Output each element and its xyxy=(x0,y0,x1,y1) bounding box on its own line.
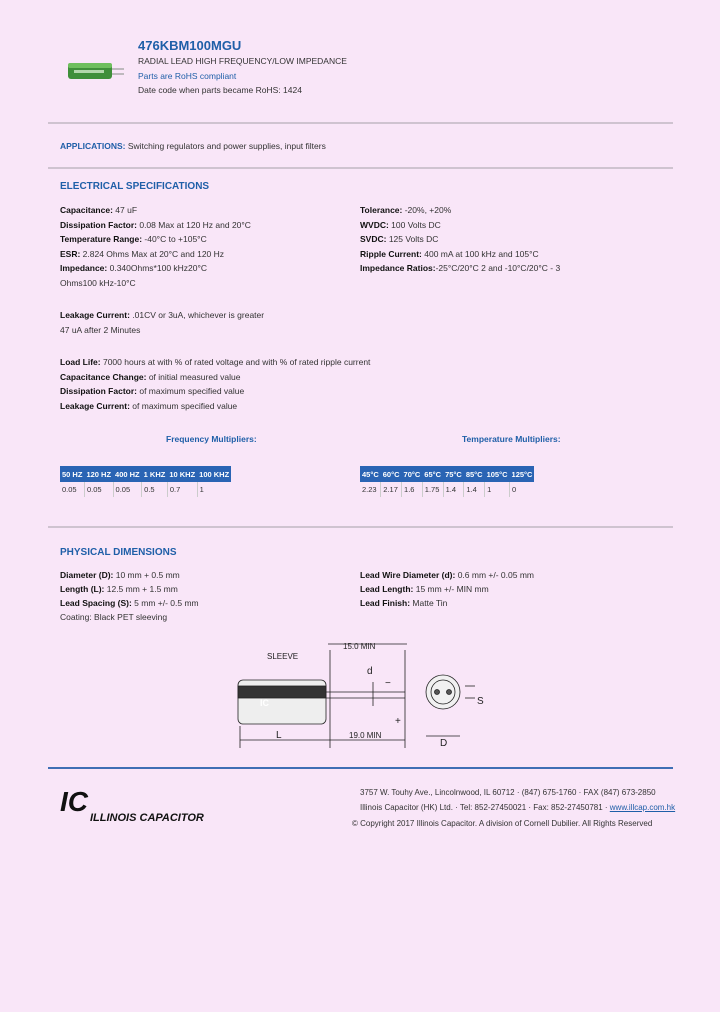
spec-label: Temperature Range: xyxy=(60,234,143,244)
spec-value: 2.824 Ohms Max at 20°C and 120 Hz xyxy=(80,248,225,259)
footer-hk-line xyxy=(360,803,675,812)
spec-value: of maximum specified value xyxy=(129,400,238,411)
table-cell: 0.7 xyxy=(167,482,197,497)
spec-label: Lead Finish: xyxy=(360,598,411,608)
spec-value: Coating: Black PET sleeving xyxy=(60,612,168,622)
diameter-label: D xyxy=(440,738,448,749)
table-cell: 1 xyxy=(197,482,231,497)
table-cell: 0.05 xyxy=(113,482,142,497)
table-header-cell: 100 KHZ xyxy=(197,466,231,482)
spec-line xyxy=(360,234,560,249)
lead-diameter-label: d xyxy=(367,666,373,677)
footer-address: 3757 W. Touhy Ave., Lincolnwood, IL 60712 · (847) 675-1760 · FAX (847) 673-2850 xyxy=(360,788,656,797)
logo-name: ILLINOIS CAPACITOR xyxy=(90,812,204,824)
spec-label: Load Life: xyxy=(60,357,101,367)
spec-line xyxy=(60,278,251,293)
temperature-multipliers-table xyxy=(360,466,534,497)
spec-value: 47 uF xyxy=(112,205,138,215)
physical-left-list xyxy=(60,570,199,626)
frequency-multipliers-table xyxy=(60,466,231,497)
spec-value: 125 Volts DC xyxy=(386,234,439,244)
spec-label: Leakage Current: xyxy=(60,400,130,411)
temperature-multipliers-title: Temperature Multipliers: xyxy=(462,434,561,444)
body-logo-marking: IC xyxy=(260,698,269,708)
spec-value: 10 mm + 0.5 mm xyxy=(113,570,180,580)
table-header-cell: 105°C xyxy=(485,466,510,482)
electrical-right-list xyxy=(360,205,560,278)
plus-marking: + xyxy=(395,716,401,727)
spec-label: ESR: xyxy=(60,248,81,259)
table-cell: 2.23 xyxy=(362,485,377,494)
rohs-status: Parts are RoHS compliant xyxy=(138,71,237,81)
part-number: 476KBM100MGU xyxy=(138,38,242,53)
spec-line xyxy=(60,325,264,340)
table-cell: 1.4 xyxy=(464,482,485,497)
spec-label: Lead Wire Diameter (d): xyxy=(360,570,456,580)
table-header-cell: 50 HZ xyxy=(60,466,84,482)
spec-value: 47 uA after 2 Minutes xyxy=(60,324,141,335)
divider xyxy=(48,122,673,124)
spec-label: Diameter (D): xyxy=(60,570,114,580)
spec-label: Impedance Ratios: xyxy=(360,263,436,273)
lead-min-top-label: 15.0 MIN xyxy=(343,642,376,651)
spec-value: 0.6 mm +/- 0.05 mm xyxy=(455,570,534,580)
spec-line xyxy=(60,401,370,416)
spec-value: .01CV or 3uA, whichever is greater xyxy=(129,310,265,320)
table-header-row xyxy=(60,466,231,482)
spec-value: -40°C to +105°C xyxy=(142,234,207,244)
spec-line xyxy=(60,220,251,235)
table-header-cell: 75°C xyxy=(443,466,464,482)
spec-value: Ohms100 kHz-10°C xyxy=(60,277,136,288)
spec-label: Capacitance: xyxy=(60,205,113,215)
frequency-multipliers-title: Frequency Multipliers: xyxy=(166,434,257,444)
spec-value: 7000 hours at with % of rated voltage and with % of rated ripple current xyxy=(100,357,371,367)
spec-line xyxy=(360,570,534,584)
spec-label: Ripple Current: xyxy=(360,248,422,259)
table-cell: 1 xyxy=(485,482,510,497)
table-cell: 0 xyxy=(510,482,535,497)
footer-copyright: © Copyright 2017 Illinois Capacitor. A division of Cornell Dubilier. All Rights Reserved xyxy=(352,819,653,828)
table-header-cell: 120 HZ xyxy=(84,466,113,482)
spec-line xyxy=(60,372,370,387)
physical-title: PHYSICAL DIMENSIONS xyxy=(60,547,177,558)
table-header-cell: 45°C xyxy=(360,466,381,482)
electrical-title: ELECTRICAL SPECIFICATIONS xyxy=(60,181,210,192)
physical-right-list xyxy=(360,570,534,612)
spec-line xyxy=(60,249,251,264)
table-header-cell: 70°C xyxy=(402,466,423,482)
applications-label: APPLICATIONS: xyxy=(60,141,126,151)
divider xyxy=(48,526,673,528)
spec-label: Lead Length: xyxy=(360,584,414,594)
spec-label: Lead Spacing (S): xyxy=(60,598,132,608)
spec-line xyxy=(360,584,534,598)
spec-value: of initial measured value xyxy=(146,371,241,382)
footer-divider xyxy=(48,767,673,769)
sleeve-label: SLEEVE xyxy=(267,652,299,661)
spec-label: Tolerance: xyxy=(360,205,403,215)
footer-hk-text: Illinois Capacitor (HK) Ltd. · Tel: 852-27450021 · Fax: 852-27450781 · xyxy=(360,803,610,812)
footer-hk-link[interactable]: www.illcap.com.hk xyxy=(609,803,676,812)
table-cell: 0.5 xyxy=(142,482,168,497)
spec-label: SVDC: xyxy=(360,234,387,244)
table-header-row xyxy=(360,466,534,482)
spec-label: Impedance: xyxy=(60,263,108,273)
spec-line xyxy=(60,234,251,249)
illinois-capacitor-logo xyxy=(60,786,204,830)
spec-line xyxy=(60,386,370,401)
capacitor-image xyxy=(66,60,126,82)
table-row xyxy=(360,482,534,497)
spec-value: of maximum specified value xyxy=(136,386,245,396)
lead-min-bottom-label: 19.0 MIN xyxy=(349,731,382,740)
spec-line xyxy=(360,220,560,235)
spec-value: 15 mm +/- MIN mm xyxy=(413,584,489,594)
spec-line xyxy=(60,357,370,372)
spec-line xyxy=(360,263,560,278)
electrical-left-list xyxy=(60,205,251,292)
spec-value: 5 mm +/- 0.5 mm xyxy=(131,598,199,608)
table-header-cell: 65°C xyxy=(422,466,443,482)
leakage-list xyxy=(60,310,264,339)
spec-value: 100 Volts DC xyxy=(388,219,441,230)
table-header-cell: 1 KHZ xyxy=(142,466,168,482)
spec-line xyxy=(60,612,199,626)
applications-text: Switching regulators and power supplies, input filters xyxy=(127,141,326,151)
spec-line xyxy=(60,205,251,220)
spec-label: Dissipation Factor: xyxy=(60,386,137,396)
spec-label: Capacitance Change: xyxy=(60,371,147,382)
spec-line xyxy=(60,570,199,584)
table-cell: 0.05 xyxy=(62,485,77,494)
spec-label: Dissipation Factor: xyxy=(60,219,137,230)
dimension-diagram xyxy=(230,636,490,756)
spec-value: 400 mA at 100 kHz and 105°C xyxy=(421,248,539,259)
spec-value: Matte Tin xyxy=(410,598,448,608)
rohs-datecode: Date code when parts became RoHS: 1424 xyxy=(138,85,302,95)
length-label: L xyxy=(276,730,282,741)
spec-label: Length (L): xyxy=(60,584,105,594)
spec-line xyxy=(360,598,534,612)
spec-line xyxy=(360,249,560,264)
spec-value: -25°C/20°C 2 and -10°C/20°C - 3 xyxy=(435,263,561,273)
spec-value: 0.08 Max at 120 Hz and 20°C xyxy=(136,219,251,230)
spec-line xyxy=(360,205,560,220)
table-cell: 1.6 xyxy=(402,482,423,497)
table-cell: 0.05 xyxy=(84,482,113,497)
table-header-cell: 85°C xyxy=(464,466,485,482)
table-cell: 2.17 xyxy=(381,482,402,497)
lead-spacing-label: S xyxy=(477,696,484,707)
table-header-cell: 10 KHZ xyxy=(167,466,197,482)
table-row xyxy=(60,482,231,497)
table-header-cell: 60°C xyxy=(381,466,402,482)
spec-line xyxy=(60,310,264,325)
applications-row xyxy=(60,141,326,151)
divider xyxy=(48,167,673,169)
table-header-cell: 400 HZ xyxy=(113,466,142,482)
spec-label: WVDC: xyxy=(360,219,389,230)
spec-value: -20%, +20% xyxy=(402,205,452,215)
minus-marking: − xyxy=(385,678,391,689)
spec-value: 0.340Ohms*100 kHz20°C xyxy=(107,263,208,273)
load-life-list xyxy=(60,357,370,415)
spec-label: Leakage Current: xyxy=(60,310,130,320)
spec-line xyxy=(60,598,199,612)
logo-letters: IC xyxy=(60,786,88,817)
table-header-cell: 125°C xyxy=(510,466,535,482)
spec-line xyxy=(60,263,251,278)
table-cell: 1.75 xyxy=(422,482,443,497)
spec-line xyxy=(60,584,199,598)
part-description: RADIAL LEAD HIGH FREQUENCY/LOW IMPEDANCE xyxy=(138,56,347,66)
table-cell: 1.4 xyxy=(443,482,464,497)
spec-value: 12.5 mm + 1.5 mm xyxy=(104,584,178,594)
